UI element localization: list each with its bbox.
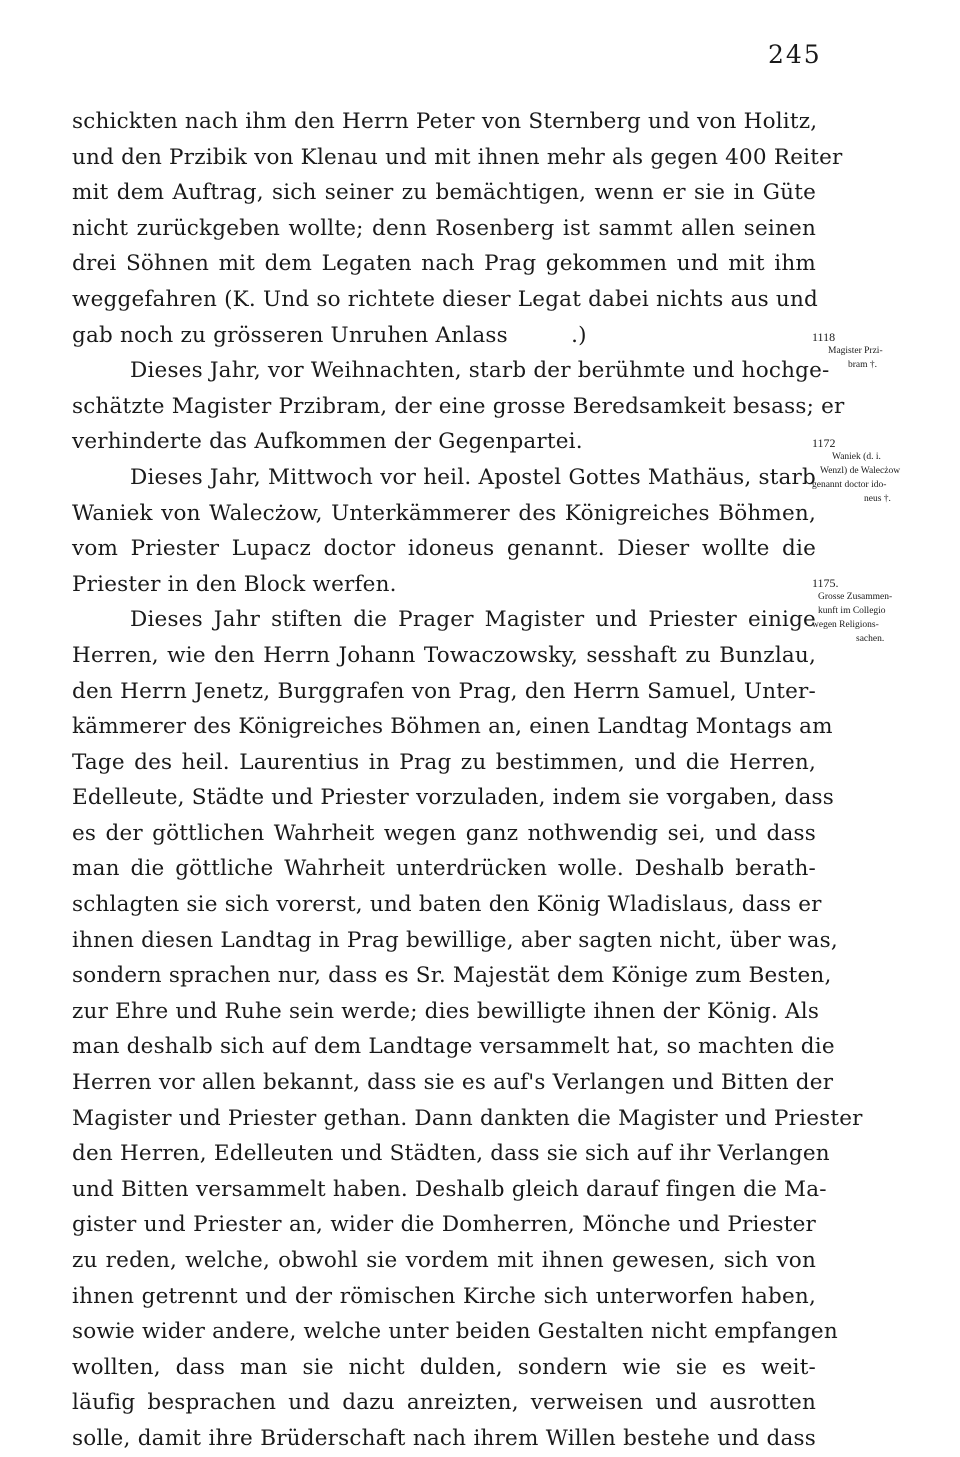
- margin-note: [812, 436, 958, 506]
- margin-note-line: sachen.: [856, 634, 885, 644]
- margin-note: [812, 576, 958, 646]
- margin-note-line: Wenzl) de Walecżow: [820, 466, 901, 476]
- text-line: kämmerer des Königreiches Böhmen an, einen Landtag Montags am: [72, 714, 833, 740]
- text-line: sondern sprachen nur, dass es Sr. Majestät dem Könige zum Besten,: [72, 963, 832, 989]
- text-line: schlagten sie sich vorerst, und baten den König Wladislaus, dass er: [72, 892, 822, 918]
- text-line: nicht zurückgeben wollte; denn Rosenberg ist sammt allen seinen: [72, 215, 816, 241]
- text-line: sowie wider andere, welche unter beiden Gestalten nicht empfangen: [72, 1319, 838, 1345]
- margin-note-line: bram †.: [848, 360, 878, 370]
- text-line: gister und Priester an, wider die Domherren, Mönche und Priester: [72, 1212, 816, 1238]
- page-number: 245: [768, 40, 822, 69]
- margin-note-year: 1172: [812, 436, 836, 450]
- margin-note-year: 1118: [812, 330, 836, 344]
- text-line: verhinderte das Aufkommen der Gegenpartei.: [72, 429, 583, 455]
- text-line: zu reden, welche, obwohl sie vordem mit ihnen gewesen, sich von: [72, 1248, 816, 1273]
- text-line: schickten nach ihm den Herrn Peter von Sternberg und von Holitz,: [72, 109, 818, 134]
- text-line: und Bitten versammelt haben. Deshalb gleich darauf fingen die Ma-: [72, 1176, 827, 1202]
- text-line: weggefahren (K. Und so richtete dieser Legat dabei nichts aus und: [72, 286, 818, 312]
- margin-note-line: Magister Przi-: [828, 346, 883, 356]
- text-line: wollten, dass man sie nicht dulden, sondern wie sie es weit-: [72, 1354, 816, 1380]
- margin-note-line: wegen Religions-: [812, 620, 879, 630]
- text-line: Tage des heil. Laurentius in Prag zu bestimmen, und die Herren,: [72, 749, 816, 775]
- text-line: Herren vor allen bekannt, dass sie es auf's Verlangen und Bitten der: [72, 1070, 834, 1096]
- text-line: vom Priester Lupacz doctor idoneus genannt. Dieser wollte die: [72, 536, 816, 562]
- text-line: zur Ehre und Ruhe sein werde; dies bewilligte ihnen der König. Als: [72, 998, 820, 1024]
- text-line: man die göttliche Wahrheit unterdrücken wolle. Deshalb berath-: [72, 856, 816, 882]
- margin-note-line: kunft im Collegio: [818, 606, 886, 616]
- text-line: läufig besprachen und dazu anreizten, verweisen und ausrotten: [72, 1390, 816, 1416]
- text-line: Magister und Priester gethan. Dann dankten die Magister und Priester: [72, 1105, 863, 1131]
- margin-note: [812, 330, 958, 372]
- margin-note-line: neus †.: [864, 494, 891, 504]
- text-line: solle, damit ihre Brüderschaft nach ihrem Willen bestehe und dass: [72, 1425, 816, 1451]
- text-line: Dieses Jahr, Mittwoch vor heil. Apostel Gottes Mathäus, starb: [130, 464, 816, 490]
- paragraph: [72, 460, 816, 602]
- text-line: es der göttlichen Wahrheit wegen ganz nothwendig sei, und dass: [72, 820, 816, 846]
- text-line: Priester in den Block werfen.: [72, 571, 397, 597]
- text-line: den Herrn Jenetz, Burggrafen von Prag, den Herrn Samuel, Unter-: [72, 678, 816, 704]
- text-line: gab noch zu grösseren Unruhen Anlass .): [72, 322, 587, 348]
- text-line: Edelleute, Städte und Priester vorzuladen, indem sie vorgaben, dass: [72, 785, 834, 811]
- text-line: Herren, wie den Herrn Johann Towaczowsky, sesshaft zu Bunzlau,: [72, 642, 816, 668]
- text-line: ihnen diesen Landtag in Prag bewillige, aber sagten nicht, über was,: [72, 927, 838, 953]
- text-line: drei Söhnen mit dem Legaten nach Prag gekommen und mit ihm: [72, 251, 816, 277]
- margin-note-line: Waniek (d. i.: [832, 452, 881, 462]
- text-line: den Herren, Edelleuten und Städten, dass sie sich auf ihr Verlangen: [72, 1141, 830, 1167]
- text-line: man deshalb sich auf dem Landtage versammelt hat, so machten die: [72, 1034, 835, 1060]
- text-line: ihnen getrennt und der römischen Kirche sich unterworfen haben,: [72, 1283, 816, 1309]
- text-line: Dieses Jahr, vor Weihnachten, starb der berühmte und hochge-: [130, 358, 830, 384]
- text-line: schätzte Magister Przibram, der eine grosse Beredsamkeit besass; er: [72, 393, 845, 419]
- text-line: mit dem Auftrag, sich seiner zu bemächtigen, wenn er sie in Güte: [72, 180, 816, 206]
- margin-note-year: 1175.: [812, 576, 839, 590]
- margin-note-line: genannt doctor ido-: [812, 480, 887, 490]
- text-line: Waniek von Walecżow, Unterkämmerer des Königreiches Böhmen,: [72, 500, 816, 526]
- text-line: und den Przibik von Klenau und mit ihnen mehr als gegen 400 Reiter: [72, 144, 843, 170]
- margin-note-line: Grosse Zusammen-: [818, 592, 893, 602]
- text-line: Dieses Jahr stiften die Prager Magister und Priester einige: [130, 607, 816, 633]
